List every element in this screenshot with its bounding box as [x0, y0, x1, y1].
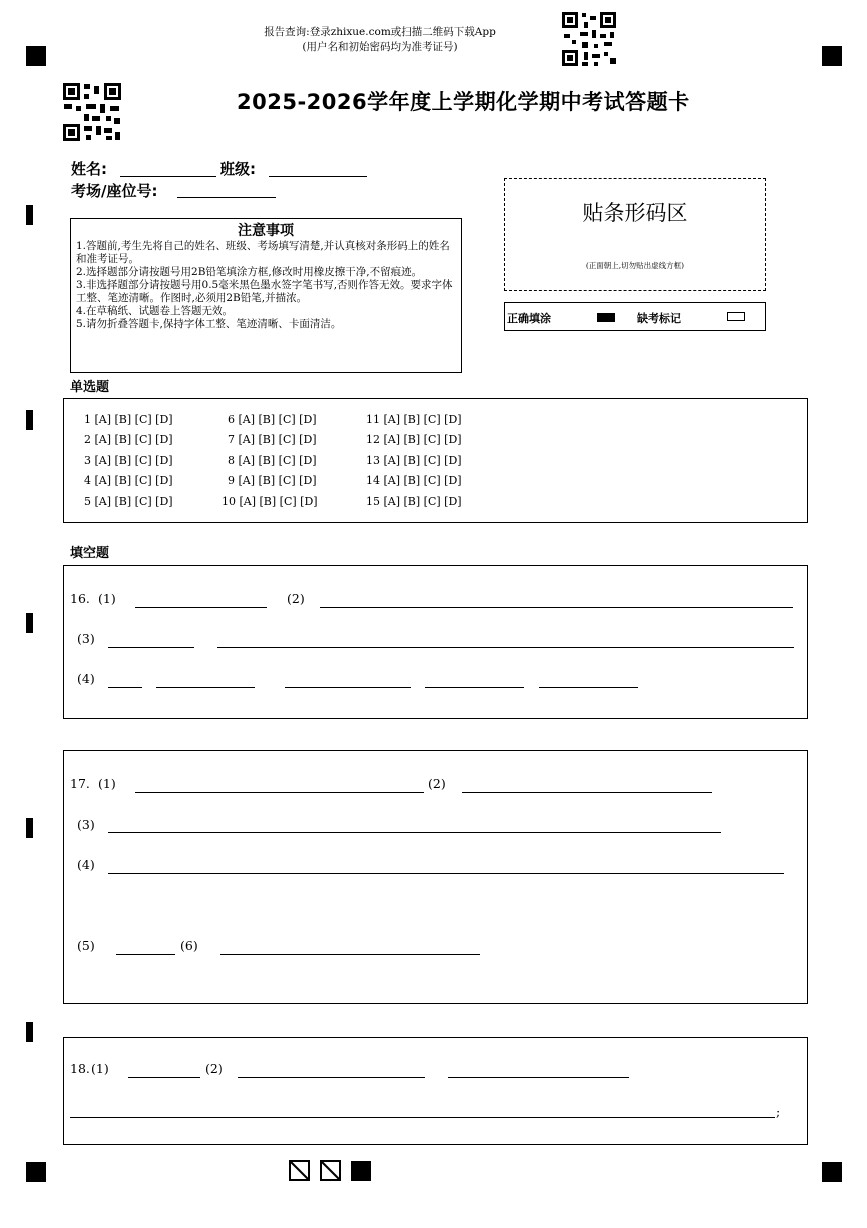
q16-number: 16.	[70, 591, 90, 606]
corner-mark-top-right	[822, 46, 842, 66]
q17-part3-label: (3)	[77, 817, 95, 832]
q17-number: 17.	[70, 776, 90, 791]
app-qr-code-icon	[560, 10, 618, 68]
mc-row-6[interactable]: 6 [A] [B] [C] [D]	[228, 413, 317, 426]
mc-row-3[interactable]: 3 [A] [B] [C] [D]	[84, 454, 173, 467]
timing-mark	[26, 205, 33, 225]
q16-answer-4d[interactable]	[425, 687, 524, 688]
single-choice-label: 单选题	[70, 380, 110, 395]
mc-row-7[interactable]: 7 [A] [B] [C] [D]	[228, 433, 317, 446]
mc-row-13[interactable]: 13 [A] [B] [C] [D]	[366, 454, 462, 467]
name-field[interactable]	[120, 176, 216, 177]
notes-title: 注意事项	[238, 223, 294, 239]
q18-part2-label: (2)	[205, 1061, 223, 1076]
q16-answer-1[interactable]	[135, 607, 267, 608]
student-qr-code-icon	[62, 82, 122, 142]
mc-row-11[interactable]: 11 [A] [B] [C] [D]	[366, 413, 462, 426]
q16-answer-3b[interactable]	[217, 647, 794, 648]
notes-item: 1.答题前,考生先将自己的姓名、班级、考场填写清楚,并认真核对条形码上的姓名和准考证号。	[76, 240, 450, 265]
corner-mark-top-left	[26, 46, 46, 66]
q16-answer-4c[interactable]	[285, 687, 411, 688]
q16-part1-label: (1)	[98, 591, 116, 606]
q17-answer-2[interactable]	[462, 792, 712, 793]
q16-part4-label: (4)	[77, 671, 95, 686]
mc-row-8[interactable]: 8 [A] [B] [C] [D]	[228, 454, 317, 467]
mc-row-2[interactable]: 2 [A] [B] [C] [D]	[84, 433, 173, 446]
q17-answer-3[interactable]	[108, 832, 721, 833]
q17-part4-label: (4)	[77, 857, 95, 872]
q18-number: 18.	[70, 1061, 90, 1076]
q17-part6-label: (6)	[180, 938, 198, 953]
q18-answer-3[interactable]	[70, 1117, 775, 1118]
q17-answer-6[interactable]	[220, 954, 480, 955]
fill-blank-label: 填空题	[70, 546, 110, 561]
mc-row-5[interactable]: 5 [A] [B] [C] [D]	[84, 495, 173, 508]
q17-answer-5[interactable]	[116, 954, 175, 955]
q18-answer-1[interactable]	[128, 1077, 200, 1078]
q16-answer-3a[interactable]	[108, 647, 194, 648]
mc-row-12[interactable]: 12 [A] [B] [C] [D]	[366, 433, 462, 446]
mc-row-9[interactable]: 9 [A] [B] [C] [D]	[228, 474, 317, 487]
q17-answer-4[interactable]	[108, 873, 784, 874]
mc-row-1[interactable]: 1 [A] [B] [C] [D]	[84, 413, 173, 426]
correct-fill-sample	[597, 313, 615, 322]
seat-field[interactable]	[177, 197, 276, 198]
mc-row-4[interactable]: 4 [A] [B] [C] [D]	[84, 474, 173, 487]
question-18-box	[63, 1037, 808, 1145]
timing-mark	[26, 818, 33, 838]
class-field[interactable]	[269, 176, 367, 177]
q16-answer-2[interactable]	[320, 607, 793, 608]
q16-answer-4e[interactable]	[539, 687, 638, 688]
absent-mark-label: 缺考标记	[637, 312, 681, 325]
mc-row-10[interactable]: 10 [A] [B] [C] [D]	[222, 495, 318, 508]
seat-label: 考场/座位号:	[71, 182, 158, 200]
correct-fill-label: 正确填涂	[507, 312, 551, 325]
notes-item: 2.选择题部分请按题号用2B铅笔填涂方框,修改时用橡皮擦干净,不留痕迹。	[76, 266, 423, 278]
q17-part2-label: (2)	[428, 776, 446, 791]
q18-end-punct: ;	[776, 1104, 781, 1119]
report-query-line1: 报告查询:登录zhixue.com或扫描二维码下载App	[264, 26, 496, 38]
report-query-note	[220, 25, 540, 55]
timing-mark	[26, 613, 33, 633]
report-query-line2: (用户名和初始密码均为准考证号)	[302, 41, 458, 53]
barcode-hint: (正面朝上,切勿贴出虚线方框)	[585, 261, 685, 270]
absent-mark-box[interactable]	[727, 312, 745, 321]
q16-part3-label: (3)	[77, 631, 95, 646]
class-label: 班级:	[220, 160, 256, 178]
page-marks-icon	[289, 1160, 373, 1182]
timing-mark	[26, 1022, 33, 1042]
name-label: 姓名:	[71, 160, 107, 178]
notes-box	[70, 218, 462, 373]
timing-mark	[26, 410, 33, 430]
notes-item: 5.请勿折叠答题卡,保持字体工整、笔迹清晰、卡面清洁。	[76, 318, 342, 330]
fill-legend	[504, 302, 766, 331]
q16-answer-4a[interactable]	[108, 687, 142, 688]
mc-row-15[interactable]: 15 [A] [B] [C] [D]	[366, 495, 462, 508]
q18-answer-2b[interactable]	[448, 1077, 629, 1078]
q17-part1-label: (1)	[98, 776, 116, 791]
q17-answer-1[interactable]	[135, 792, 424, 793]
mc-row-14[interactable]: 14 [A] [B] [C] [D]	[366, 474, 462, 487]
page-title: 2025-2026学年度上学期化学期中考试答题卡	[237, 90, 690, 114]
q16-part2-label: (2)	[287, 591, 305, 606]
barcode-title: 贴条形码区	[582, 201, 688, 225]
question-16-box	[63, 565, 808, 719]
q18-part1-label: (1)	[91, 1061, 109, 1076]
corner-mark-bottom-right	[822, 1162, 842, 1182]
corner-mark-bottom-left	[26, 1162, 46, 1182]
barcode-area	[504, 178, 766, 291]
single-choice-box	[63, 398, 808, 523]
notes-item: 3.非选择题部分请按题号用0.5毫米黑色墨水签字笔书写,否则作答无效。要求字体工整、笔迹清晰。作图时,必须用2B铅笔,并描浓。	[76, 279, 453, 304]
q17-part5-label: (5)	[77, 938, 95, 953]
q18-answer-2a[interactable]	[238, 1077, 425, 1078]
notes-item: 4.在草稿纸、试题卷上答题无效。	[76, 305, 234, 317]
q16-answer-4b[interactable]	[156, 687, 255, 688]
